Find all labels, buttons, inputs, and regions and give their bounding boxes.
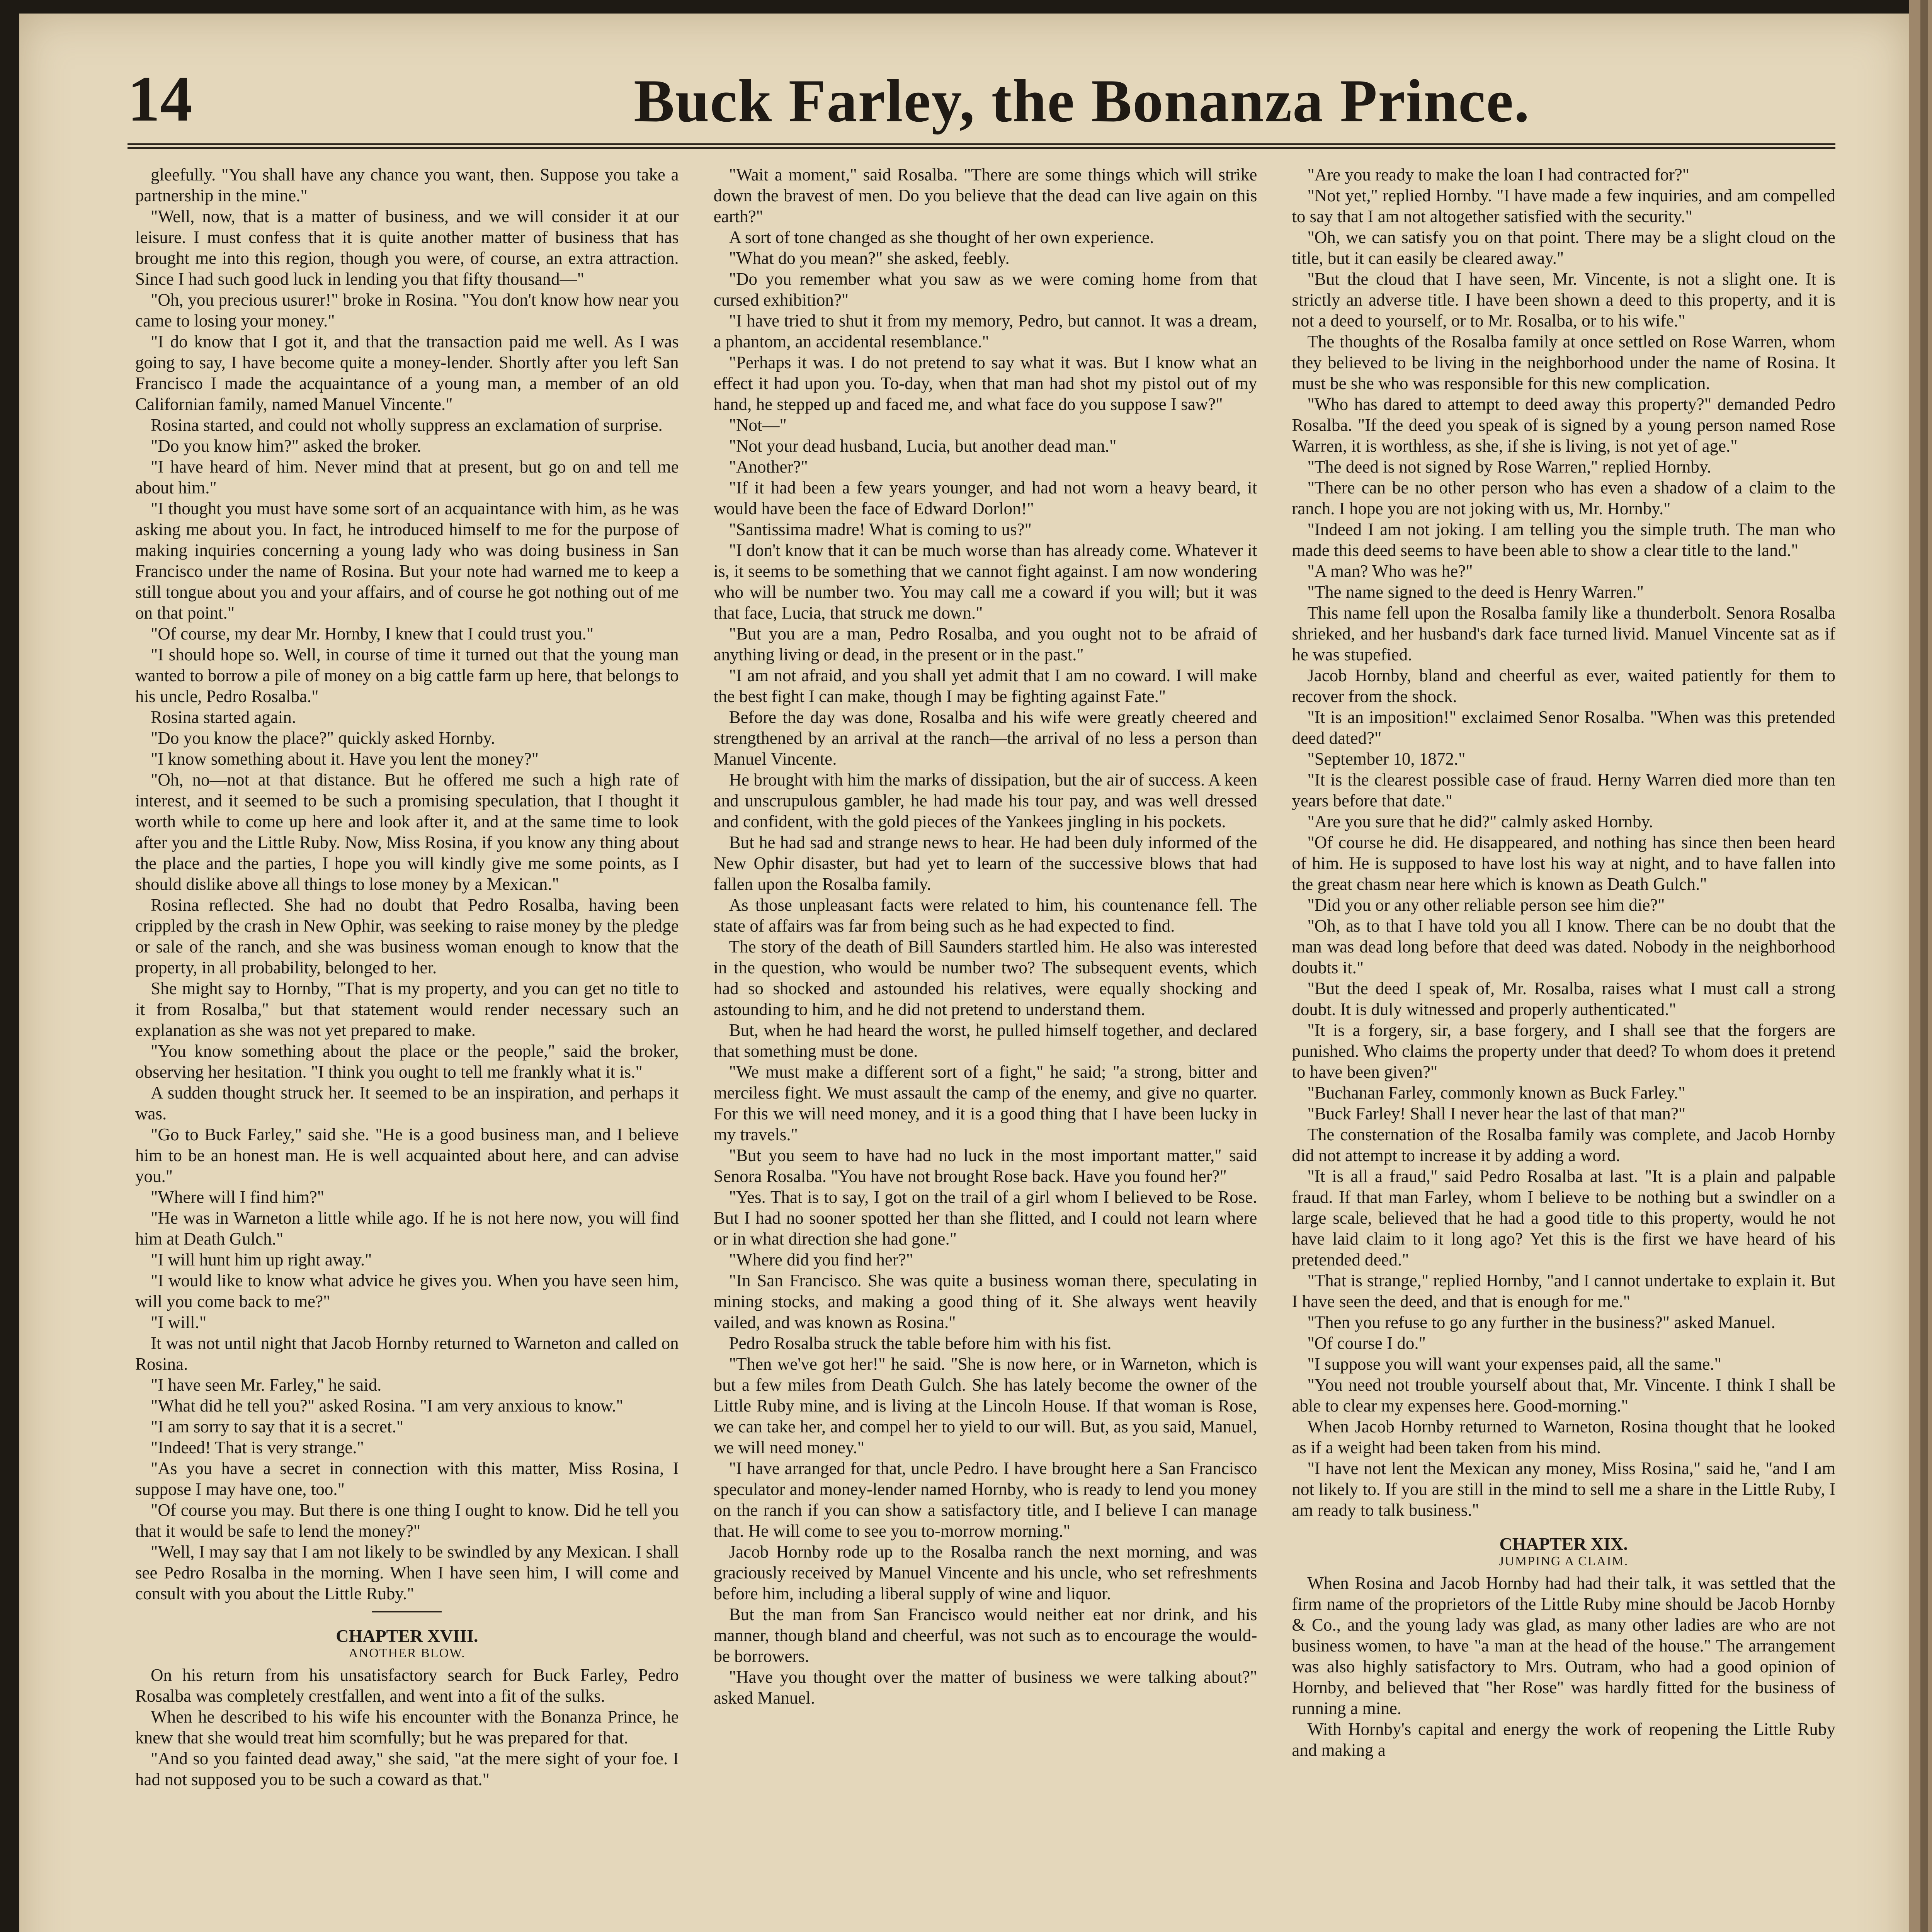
paragraph: When Rosina and Jacob Hornby had had their talk, it was settled that the firm name of the proprietors of the Little Ruby mine should be Jacob Hornby & Co., and the young lady was glad, as many other ladies are who are not business women, to have "a man at the head of the house." The arrangement was also highly satisfactory to Mrs. Outram, who had a good opinion of Hornby, and believed that "her Rose" was hardly fitted for the business of running a mine.: [1292, 1573, 1835, 1718]
paragraph: This name fell upon the Rosalba family like a thunderbolt. Senora Rosalba shrieked, and her husband's dark face turned livid. Manuel Vincente sat as if he was stupefied.: [1292, 603, 1835, 664]
paragraph: "Of course I do.": [1307, 1333, 1426, 1353]
paragraph: "I suppose you will want your expenses paid, all the same.": [1307, 1354, 1721, 1374]
paragraph: Rosina reflected. She had no doubt that Pedro Rosalba, having been crippled by the crash in New Ophir, was seeking to raise money by the pledge or sale of the ranch, and she was business woman enough to know that the property, in all probability, belonged to her.: [135, 895, 679, 977]
paragraph: "Oh, you precious usurer!" broke in Rosina. "You don't know how near you came to losing your money.": [135, 290, 679, 330]
paragraph: "Oh, no—not at that distance. But he offered me such a high rate of interest, and it seemed to be such a promising speculation, that I thought it worth while to come up here and look after it, and at the same time to look after you and the Little Ruby. Now, Miss Rosina, if you know any thing about the place and the parties, I hope you will kindly give me some points, as I should dislike above all things to lose money by a Mexican.": [135, 770, 679, 894]
paragraph: "I have seen Mr. Farley," he said.: [151, 1375, 382, 1395]
paragraph: "It is all a fraud," said Pedro Rosalba at last. "It is a plain and palpable fraud. If that man Farley, whom I believe to be nothing but a swindler on a large scale, believed that he had a good title to this property, would he not have laid claim to it long ago? Yet this is the first we have heard of his pretended deed.": [1292, 1167, 1835, 1269]
paragraph: But he had sad and strange news to hear. He had been duly informed of the New Ophir disaster, but had yet to learn of the successive blows that had fallen upon the Rosalba family.: [713, 833, 1257, 894]
paragraph: "I thought you must have some sort of an acquaintance with him, as he was asking me about you. In fact, he introduced himself to me for the purpose of making inquiries concerning a young lady who was doing business in San Francisco under the name of Rosina. But your note had warned me to keep a still tongue about you and your affairs, and of course he got nothing out of me on that point.": [135, 499, 679, 622]
paragraph: "Where will I find him?": [151, 1187, 325, 1207]
paragraph: "We must make a different sort of a fight," he said; "a strong, bitter and merciless fight. We must assault the camp of the enemy, and give no quarter. For this we will need money, and it is a good thing that I have been lucky in my travels.": [713, 1062, 1257, 1144]
paragraph: "The name signed to the deed is Henry Warren.": [1307, 582, 1644, 602]
paragraph: "I will hunt him up right away.": [151, 1250, 372, 1269]
paragraph: "But the cloud that I have seen, Mr. Vincente, is not a slight one. It is strictly an adverse title. I have been shown a deed to this property, and it is not a deed to yourself, or to Mr. Rosalba, or to his wife.": [1292, 269, 1835, 330]
column-1: [135, 164, 679, 1932]
paragraph: Rosina started again.: [151, 707, 296, 727]
paragraph: "I will.": [151, 1313, 207, 1332]
page-number: 14: [128, 63, 192, 135]
paragraph: "It is the clearest possible case of fraud. Herny Warren died more than ten years before that date.": [1292, 770, 1835, 810]
paragraph: "A man? Who was he?": [1307, 561, 1473, 581]
paragraph: "And so you fainted dead away," she said, "at the mere sight of your foe. I had not supposed you to be such a coward as that.": [135, 1749, 679, 1789]
paragraph: "Buchanan Farley, commonly known as Buck Farley.": [1307, 1083, 1685, 1102]
paragraph: But, when he had heard the worst, he pulled himself together, and declared that something must be done.: [713, 1020, 1257, 1061]
paragraph: "You know something about the place or the people," said the broker, observing her hesitation. "I think you ought to tell me frankly what it is.": [135, 1041, 679, 1082]
paragraph: "Where did you find her?": [729, 1250, 913, 1269]
paragraph: The consternation of the Rosalba family was complete, and Jacob Hornby did not attempt to increase it by adding a word.: [1292, 1125, 1835, 1165]
paragraph: "September 10, 1872.": [1307, 749, 1466, 769]
paragraph: "Do you know the place?" quickly asked Hornby.: [151, 728, 495, 748]
paragraph: "Well, I may say that I am not likely to be swindled by any Mexican. I shall see Pedro Rosalba in the morning. When I have seen him, I will come and consult with you about the Little Ruby.": [135, 1542, 679, 1603]
paragraph: gleefully. "You shall have any chance you want, then. Suppose you take a partnership in the mine.": [135, 165, 679, 205]
paragraph: "I know something about it. Have you lent the money?": [151, 749, 539, 769]
paragraph: The story of the death of Bill Saunders startled him. He also was interested in the question, who would be number two? The subsequent events, which had so shocked and astounded his relatives, were equally shocking and astounding to him, and he did not pretend to understand them.: [713, 937, 1257, 1019]
paragraph: "Indeed! That is very strange.": [151, 1438, 364, 1457]
paragraph: A sort of tone changed as she thought of her own experience.: [729, 228, 1154, 247]
paragraph: "Have you thought over the matter of business we were talking about?" asked Manuel.: [713, 1667, 1257, 1708]
paragraph: "Another?": [729, 457, 808, 476]
paragraph: But the man from San Francisco would neither eat nor drink, and his manner, though bland and cheerful, was not such as to encourage the would-be borrowers.: [713, 1605, 1257, 1666]
paragraph: "I have tried to shut it from my memory, Pedro, but cannot. It was a dream, a phantom, an accidental resemblance.": [713, 311, 1257, 351]
paragraph: "I do know that I got it, and that the transaction paid me well. As I was going to say, I have become quite a money-lender. Shortly after you left San Francisco I made the acquaintance of a young man, a member of an old Californian family, named Manuel Vincente.": [135, 332, 679, 414]
paragraph: "As you have a secret in connection with this matter, Miss Rosina, I suppose I may have one, too.": [135, 1459, 679, 1499]
paragraph: Pedro Rosalba struck the table before him with his fist.: [729, 1333, 1112, 1353]
paragraph: "It is a forgery, sir, a base forgery, and I shall see that the forgers are punished. Who claims the property under that deed? To whom does it pretend to have been given?": [1292, 1020, 1835, 1082]
paragraph: The thoughts of the Rosalba family at once settled on Rose Warren, whom they believed to be living in the neighborhood under the name of Rosina. It must be she who was responsible for this new complication.: [1292, 332, 1835, 393]
paragraph: With Hornby's capital and energy the work of reopening the Little Ruby and making a: [1292, 1719, 1835, 1760]
paragraph: "Wait a moment," said Rosalba. "There are some things which will strike down the bravest of men. Do you believe that the dead can live again on this earth?": [713, 165, 1257, 226]
paragraph: "If it had been a few years younger, and had not worn a heavy beard, it would have been the face of Edward Dorlon!": [713, 478, 1257, 518]
paragraph: "But the deed I speak of, Mr. Rosalba, raises what I must call a strong doubt. It is duly witnessed and properly authenticated.": [1292, 979, 1835, 1019]
paragraph: "I should hope so. Well, in course of time it turned out that the young man wanted to borrow a pile of money on a big cattle farm up here, that belongs to his uncle, Pedro Rosalba.": [135, 645, 679, 706]
paragraph: "Do you know him?" asked the broker.: [151, 436, 422, 456]
paragraph: "But you are a man, Pedro Rosalba, and you ought not to be afraid of anything living or dead, in the present or in the past.": [713, 624, 1257, 664]
paragraph: "Did you or any other reliable person see him die?": [1307, 895, 1665, 915]
paragraph: "That is strange," replied Hornby, "and I cannot undertake to explain it. But I have seen the deed, and that is enough for me.": [1292, 1271, 1835, 1311]
paragraph: Before the day was done, Rosalba and his wife were greatly cheered and strengthened by an arrival at the ranch—the arrival of no less a person than Manuel Vincente.: [713, 707, 1257, 769]
paragraph: "It is an imposition!" exclaimed Senor Rosalba. "When was this pretended deed dated?": [1292, 707, 1835, 748]
paragraph: "Oh, we can satisfy you on that point. There may be a slight cloud on the title, but it can easily be cleared away.": [1292, 228, 1835, 268]
paragraph: "I don't know that it can be much worse than has already come. Whatever it is, it seems to be something that we cannot fight against. I am now wondering who will be number two. You may call me a coward if you will; but it was that face, Lucia, that struck me down.": [713, 541, 1257, 622]
paragraph: "He was in Warneton a little while ago. If he is not here now, you will find him at Death Gulch.": [135, 1208, 679, 1248]
paragraph: "Are you ready to make the loan I had contracted for?": [1307, 165, 1690, 184]
paragraph: "Not your dead husband, Lucia, but another dead man.": [729, 436, 1117, 456]
paragraph: "I have arranged for that, uncle Pedro. I have brought here a San Francisco speculator and money-lender named Hornby, who is ready to lend you money on the ranch if you can show a satisfactory title, and I believe I can manage that. He will come to see you to-morrow morning.": [713, 1459, 1257, 1541]
text-columns: [135, 164, 1835, 1932]
paragraph: It was not until night that Jacob Hornby returned to Warneton and called on Rosina.: [135, 1333, 679, 1374]
chapter-subtitle: JUMPING A CLAIM.: [1499, 1554, 1629, 1568]
paragraph: Jacob Hornby, bland and cheerful as ever, waited patiently for them to recover from the shock.: [1292, 666, 1835, 706]
column-3: [1292, 164, 1835, 1932]
section-rule: [372, 1611, 442, 1612]
paragraph: "Of course, my dear Mr. Hornby, I knew that I could trust you.": [151, 624, 594, 643]
paragraph: "Do you remember what you saw as we were coming home from that cursed exhibition?": [713, 269, 1257, 310]
paragraph: "In San Francisco. She was quite a business woman there, speculating in mining stocks, and making a good thing of it. She always went heavily vailed, and was known as Rosina.": [713, 1271, 1257, 1332]
paragraph: "Go to Buck Farley," said she. "He is a good business man, and I believe him to be an honest man. He is well acquainted about here, and can advise you.": [135, 1125, 679, 1186]
column-2: [714, 164, 1257, 1932]
paragraph: "What do you mean?" she asked, feebly.: [729, 248, 1010, 268]
paragraph: As those unpleasant facts were related to him, his countenance fell. The state of affairs was far from being such as he had expected to find.: [713, 895, 1257, 935]
paragraph: "Santissima madre! What is coming to us?": [729, 520, 1032, 539]
paragraph: "I have heard of him. Never mind that at present, but go on and tell me about him.": [135, 457, 679, 497]
paragraph: "Of course you may. But there is one thing I ought to know. Did he tell you that it would be safe to lend the money?": [135, 1500, 679, 1541]
page-title: Buck Farley, the Bonanza Prince.: [634, 67, 1530, 135]
paragraph: "The deed is not signed by Rose Warren," replied Hornby.: [1307, 457, 1711, 476]
chapter-subtitle: ANOTHER BLOW.: [349, 1646, 466, 1660]
paragraph: Jacob Hornby rode up to the Rosalba ranch the next morning, and was graciously received by Manuel Vincente and his uncle, who set refreshments before him, including a liberal supply of wine and liquor.: [713, 1542, 1257, 1603]
paragraph: "What did he tell you?" asked Rosina. "I am very anxious to know.": [151, 1396, 623, 1415]
paragraph: She might say to Hornby, "That is my property, and you can get no title to it from Rosalba," but that statement would render necessary such an explanation as she was not yet prepared to make.: [135, 979, 679, 1040]
paragraph: "Are you sure that he did?" calmly asked Hornby.: [1307, 812, 1653, 831]
paragraph: A sudden thought struck her. It seemed to be an inspiration, and perhaps it was.: [135, 1083, 679, 1123]
paragraph: "Well, now, that is a matter of business, and we will consider it at our leisure. I must confess that it is quite another matter of business that has brought me into this region, though you were, of course, an extra attraction. Since I had such good luck in lending you that fifty thousand—": [135, 207, 679, 289]
paragraph: "Buck Farley! Shall I never hear the last of that man?": [1307, 1104, 1686, 1123]
paragraph: "Oh, as to that I have told you all I know. There can be no doubt that the man was dead long before that deed was dated. Nobody in the neighborhood doubts it.": [1292, 916, 1835, 977]
chapter-heading: CHAPTER XVIII.: [336, 1626, 478, 1646]
paragraph: "Yes. That is to say, I got on the trail of a girl whom I believed to be Rose. But I had no sooner spotted her than she flitted, and I could not learn where or in what direction she had gone.": [713, 1187, 1257, 1248]
paragraph: When Jacob Hornby returned to Warneton, Rosina thought that he looked as if a weight had been taken from his mind.: [1292, 1417, 1835, 1457]
paragraph: "Perhaps it was. I do not pretend to say what it was. But I know what an effect it had upon you. To-day, when that man had shot my pistol out of my hand, he stepped up and faced me, and what face do you suppose I saw?": [713, 353, 1257, 414]
paragraph: "I am sorry to say that it is a secret.": [151, 1417, 404, 1436]
paragraph: When he described to his wife his encounter with the Bonanza Prince, he knew that she would treat him scornfully; but he was prepared for that.: [135, 1707, 679, 1747]
paragraph: "Not yet," replied Hornby. "I have made a few inquiries, and am compelled to say that I am not altogether satisfied with the security.": [1292, 186, 1835, 226]
paragraph: "Then you refuse to go any further in the business?" asked Manuel.: [1307, 1313, 1776, 1332]
paragraph: "But you seem to have had no luck in the most important matter," said Senora Rosalba. "You have not brought Rose back. Have you found her?": [713, 1146, 1257, 1186]
paragraph: On his return from his unsatisfactory search for Buck Farley, Pedro Rosalba was completely crestfallen, and went into a fit of the sulks.: [135, 1665, 679, 1706]
chapter-heading: CHAPTER XIX.: [1499, 1534, 1628, 1554]
paragraph: "Indeed I am not joking. I am telling you the simple truth. The man who made this deed seems to have been able to show a clear title to the land.": [1292, 520, 1835, 560]
paragraph: "You need not trouble yourself about that, Mr. Vincente. I think I shall be able to clear my expenses here. Good-morning.": [1292, 1375, 1835, 1415]
page-header: [128, 60, 1835, 149]
paragraph: "Of course he did. He disappeared, and nothing has since then been heard of him. He is supposed to have lost his way at night, and to have fallen into the great chasm near here which is known as Death Gulch.": [1292, 833, 1835, 894]
paragraph: "Who has dared to attempt to deed away this property?" demanded Pedro Rosalba. "If the deed you speak of is signed by a young person named Rose Warren, it is worthless, as she, if she is living, is not yet of age.": [1292, 395, 1835, 456]
paragraph: He brought with him the marks of dissipation, but the air of success. A keen and unscrupulous gambler, he had made his tour pay, and was well dressed and confident, with the gold pieces of the Yankees jingling in his pockets.: [713, 770, 1257, 831]
paragraph: "I am not afraid, and you shall yet admit that I am no coward. I will make the best fight I can make, though I may be fighting against Fate.": [713, 666, 1257, 706]
paragraph: "Not—": [729, 415, 787, 435]
paragraph: "I would like to know what advice he gives you. When you have seen him, will you come back to me?": [135, 1271, 679, 1311]
newspaper-page: [19, 14, 1909, 1932]
paragraph: "There can be no other person who has even a shadow of a claim to the ranch. I hope you are not joking with us, Mr. Hornby.": [1292, 478, 1835, 518]
binding-edge: [1909, 0, 1932, 1932]
paragraph: "I have not lent the Mexican any money, Miss Rosina," said he, "and I am not likely to. If you are still in the mind to sell me a share in the Little Ruby, I am ready to talk business.": [1292, 1459, 1835, 1520]
paragraph: Rosina started, and could not wholly suppress an exclamation of surprise.: [151, 415, 663, 435]
paragraph: "Then we've got her!" he said. "She is now here, or in Warneton, which is but a few miles from Death Gulch. She has lately become the owner of the Little Ruby mine, and is living at the Lincoln House. If that woman is Rose, we can take her, and compel her to yield to our will. But, as you said, Manuel, we will need money.": [713, 1354, 1257, 1457]
